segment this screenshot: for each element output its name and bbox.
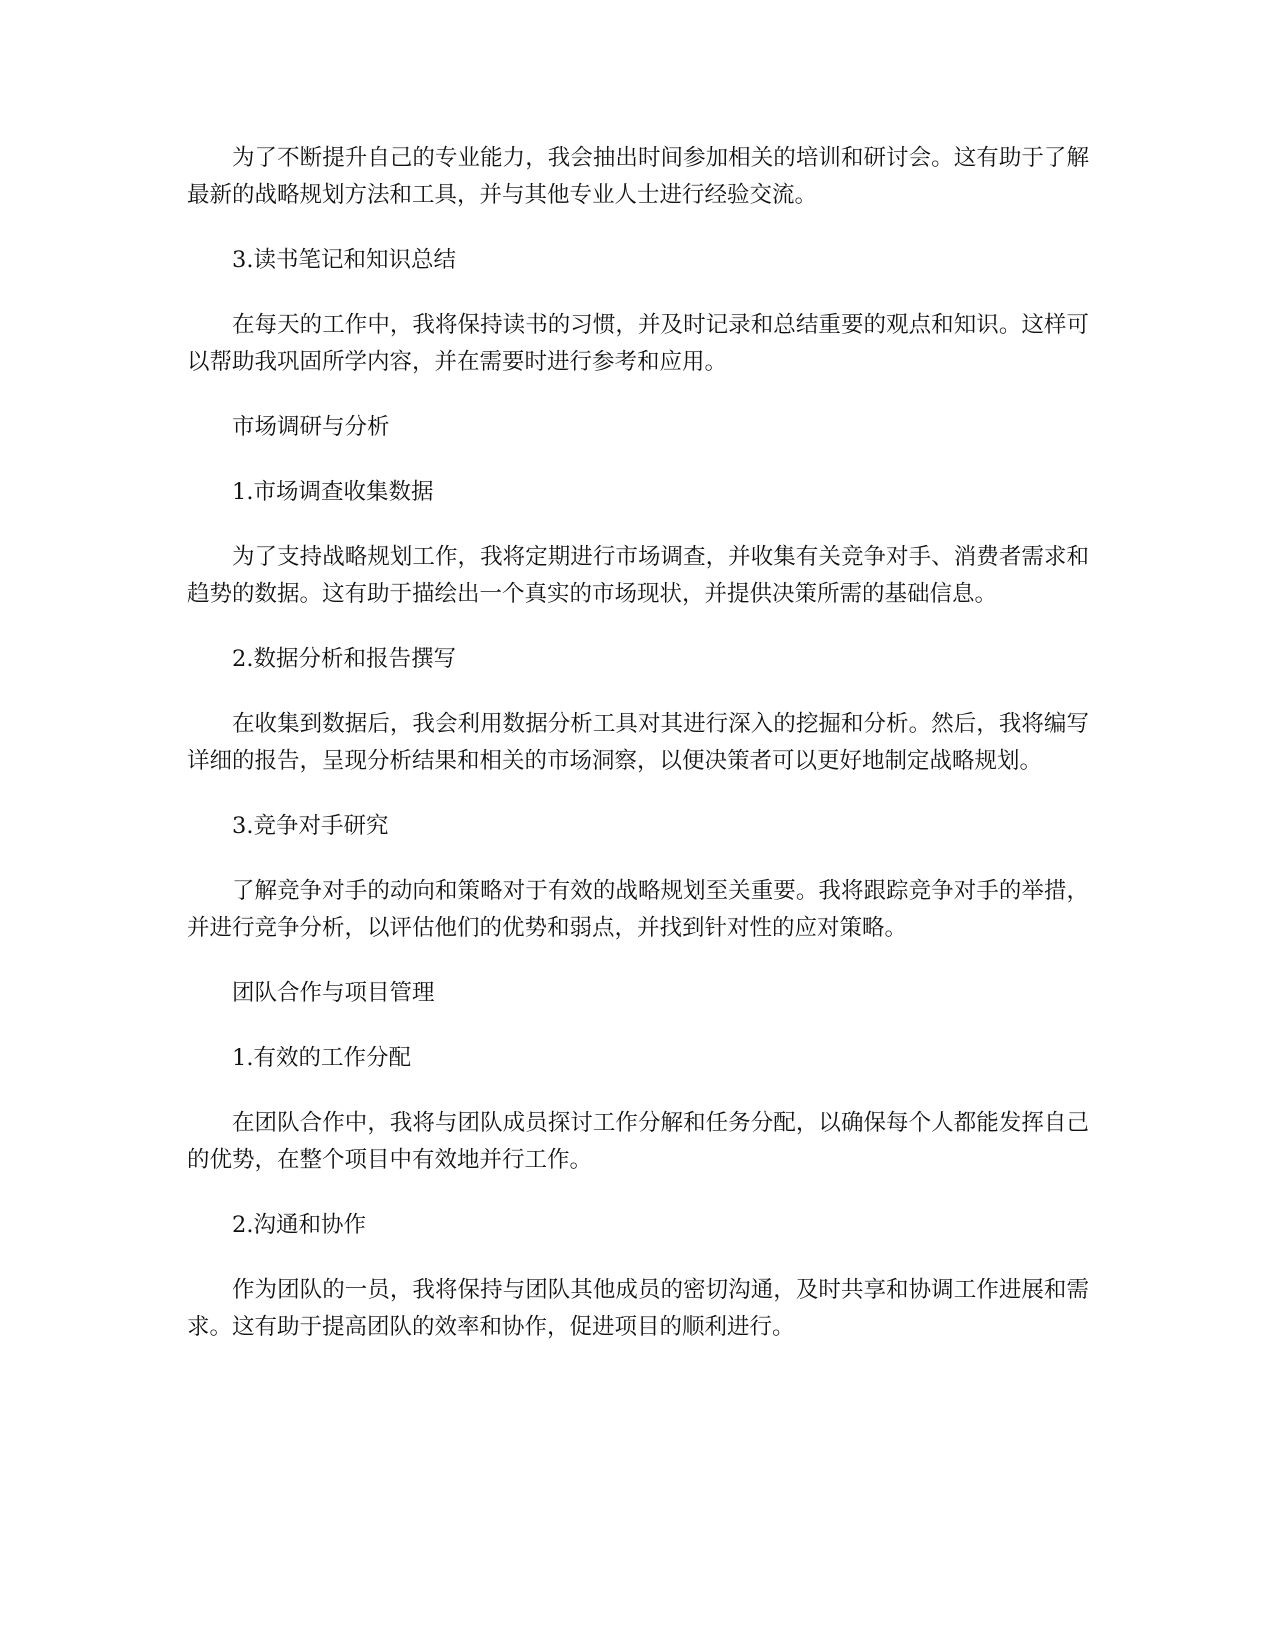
heading-competitor-research: 3.竞争对手研究 [232, 813, 389, 839]
heading-communication: 2.沟通和协作 [232, 1212, 366, 1238]
heading-reading-notes: 3.读书笔记和知识总结 [232, 247, 456, 273]
section-heading-market-research: 市场调研与分析 [232, 414, 390, 440]
paragraph-work-allocation: 在团队合作中，我将与团队成员探讨工作分解和任务分配，以确保每个人都能发挥自己的优势，在整个项目中有效地并行工作。 [187, 1110, 1089, 1173]
paragraph-market-survey: 为了支持战略规划工作，我将定期进行市场调查，并收集有关竞争对手、消费者需求和趋势的数据。这有助于描绘出一个真实的市场现状，并提供决策所需的基础信息。 [187, 544, 1089, 607]
paragraph-communication: 作为团队的一员，我将保持与团队其他成员的密切沟通，及时共享和协调工作进展和需求。这有助于提高团队的效率和协作，促进项目的顺利进行。 [187, 1277, 1089, 1340]
paragraph-reading-notes: 在每天的工作中，我将保持读书的习惯，并及时记录和总结重要的观点和知识。这样可以帮助我巩固所学内容，并在需要时进行参考和应用。 [187, 312, 1089, 375]
paragraph-competitor-research: 了解竞争对手的动向和策略对于有效的战略规划至关重要。我将跟踪竞争对手的举措，并进行竞争分析，以评估他们的优势和弱点，并找到针对性的应对策略。 [187, 878, 1089, 941]
heading-work-allocation: 1.有效的工作分配 [232, 1045, 411, 1071]
document-body [187, 140, 1089, 1374]
section-heading-teamwork: 团队合作与项目管理 [232, 980, 435, 1006]
paragraph-data-analysis: 在收集到数据后，我会利用数据分析工具对其进行深入的挖掘和分析。然后，我将编写详细的报告，呈现分析结果和相关的市场洞察，以便决策者可以更好地制定战略规划。 [187, 711, 1089, 774]
paragraph-training: 为了不断提升自己的专业能力，我会抽出时间参加相关的培训和研讨会。这有助于了解最新的战略规划方法和工具，并与其他专业人士进行经验交流。 [187, 145, 1089, 208]
heading-data-analysis: 2.数据分析和报告撰写 [232, 646, 456, 672]
heading-market-survey: 1.市场调查收集数据 [232, 479, 434, 505]
